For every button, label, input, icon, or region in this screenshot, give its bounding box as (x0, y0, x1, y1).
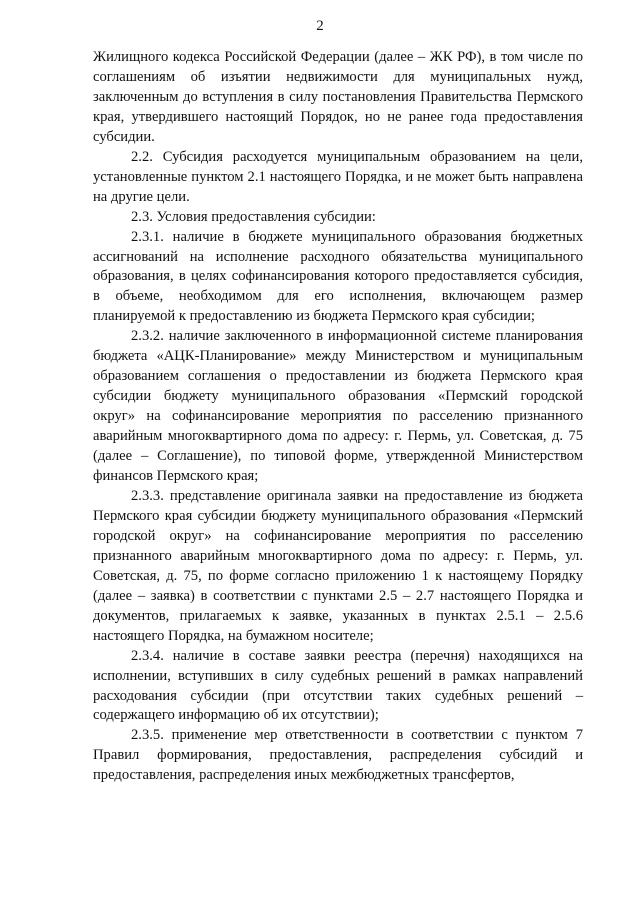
page-number: 2 (316, 18, 324, 34)
paragraph-intro-continuation: Жилищного кодекса Российской Федерации (далее – ЖК РФ), в том числе по соглашениям об изъятии недвижимости для муниципальных нужд, заключенным до вступления в силу постановления Правительства Пермского края, утвердившего настоящий Порядок, но не ранее года предоставления субсидии. (93, 49, 583, 145)
paragraph-2-3-4: 2.3.4. наличие в составе заявки реестра (перечня) находящихся на исполнении, вступивших в силу судебных решений в рамках направлений расходования субсидии (при отсутствии таких судебных решений – содержащего информацию об их отсутствии); (93, 647, 583, 724)
paragraph-2-3: 2.3. Условия предоставления субсидии: (131, 208, 376, 225)
body-text (93, 48, 583, 786)
paragraph-2-3-3: 2.3.3. представление оригинала заявки на предоставление из бюджета Пермского края субсидии бюджету муниципального образования «Пермский городской округ» на софинансирование мероприятия по расселению признанного аварийным многоквартирного дома по адресу: г. Пермь, ул. Советская, д. 75, по форме согласно приложению 1 к настоящему Порядку (далее – заявка) в соответствии с пунктами 2.5 – 2.7 настоящего Порядка и документов, прилагаемых к заявке, указанных в пунктах 2.5.1 – 2.5.6 настоящего Порядка, на бумажном носителе; (93, 487, 583, 644)
paragraph-2-2: 2.2. Субсидия расходуется муниципальным образованием на цели, установленные пунктом 2.1 настоящего Порядка, и не может быть направлена на другие цели. (93, 148, 583, 205)
paragraph-2-3-2: 2.3.2. наличие заключенного в информационной системе планирования бюджета «АЦК-Планирование» между Министерством и муниципальным образованием соглашения о предоставлении из бюджета Пермского края субсидии бюджету муниципального образования «Пермский городской округ» на софинансирование мероприятия по расселению признанного аварийным многоквартирного дома по адресу: г. Пермь, ул. Советская, д. 75 (далее – Соглашение), по типовой форме, утвержденной Министерством финансов Пермского края; (93, 328, 583, 485)
paragraph-2-3-5: 2.3.5. применение мер ответственности в соответствии с пунктом 7 Правил формирования, предоставления, распределения субсидий и предоставления, распределения иных межбюджетных трансфертов, (93, 727, 583, 784)
paragraph-2-3-1: 2.3.1. наличие в бюджете муниципального образования бюджетных ассигнований на исполнение расходного обязательства муниципального образования, в целях софинансирования которого предоставляется субсидия, в объеме, необходимом для его исполнения, включающем размер планируемой к предоставлению из бюджета Пермского края субсидии; (93, 228, 583, 325)
